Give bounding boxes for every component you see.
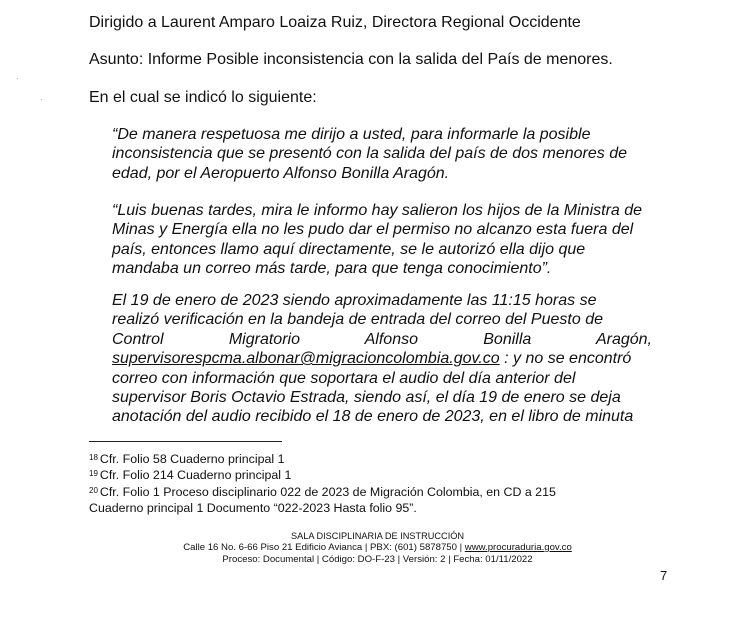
quote2-line: Minas y Energía ella no les pudo dar el permiso no alcanzo esta fuera del: [112, 221, 634, 239]
quote3-line: correo con información que soportara el audio del día anterior del: [112, 369, 576, 387]
footer-address: [0, 542, 755, 554]
scan-speck: ·: [16, 74, 19, 83]
footer-process: Proceso: Documental | Código: DO-F-23 | Versión: 2 | Fecha: 01/11/2022: [222, 554, 533, 565]
footnote-number: 19: [89, 469, 98, 478]
footnote-number: 18: [89, 453, 98, 462]
footnote-20: [89, 484, 556, 500]
quote3-line: supervisor Boris Octavio Estrada, siendo así, el día 19 de enero se deja: [112, 389, 621, 407]
quote1-line: inconsistencia que se presentó con la salida del país de dos menores de: [112, 145, 627, 163]
footnote-text: Cfr. Folio 214 Cuaderno principal 1: [99, 468, 292, 482]
footnote-20-continued: [89, 500, 417, 516]
quote3-line: anotación del audio recibido el 18 de enero de 2023, en el libro de minuta: [112, 408, 634, 426]
footnote-text: Cuaderno principal 1 Documento “022-2023 Hasta folio 95”.: [89, 501, 417, 515]
quote1-line: edad, por el Aeropuerto Alfonso Bonilla Aragón.: [112, 164, 450, 182]
quote3-line: realizó verificación en la bandeja de entrada del correo del Puesto de: [112, 311, 603, 329]
quote1-line: “De manera respetuosa me dirijo a usted, para informarle la posible: [112, 126, 591, 143]
footer-website-link[interactable]: www.procuraduria.gov.co: [464, 542, 572, 553]
quote2-line: “Luis buenas tardes, mira le informo hay salieron los hijos de la Ministra de: [112, 202, 643, 219]
footnote-19: [89, 467, 291, 483]
quote-paragraph-2: [112, 201, 652, 279]
quote-paragraph-3: [112, 291, 652, 427]
quote3-line: El 19 de enero de 2023 siendo aproximadamente las 11:15 horas se: [112, 292, 597, 309]
addressee-line: Dirigido a Laurent Amparo Loaiza Ruiz, Directora Regional Occidente: [89, 14, 581, 31]
footnote-number: 20: [89, 486, 98, 495]
quote3-line-rest: : y no se encontró: [499, 350, 632, 368]
intro-line: En el cual se indicó lo siguiente:: [89, 89, 317, 106]
footnote-text: Cfr. Folio 58 Cuaderno principal 1: [99, 452, 285, 466]
footnote-18: [89, 451, 285, 467]
footer-address-text: Calle 16 No. 6-66 Piso 21 Edificio Avianca | PBX: (601) 5878750 |: [183, 542, 465, 553]
footnote-separator: [89, 441, 282, 442]
quote2-line: mandaba un correo más tarde, para que tenga conocimiento”.: [112, 260, 552, 278]
email-link[interactable]: supervisorespcma.albonar@migracioncolombia.gov.co: [112, 350, 500, 368]
quote-paragraph-1: [112, 125, 652, 183]
footnote-text: Cfr. Folio 1 Proceso disciplinario 022 de 2023 de Migración Colombia, en CD a 215: [99, 485, 556, 499]
footer-office: SALA DISCIPLINARIA DE INSTRUCCIÓN: [290, 531, 465, 541]
quote2-line: país, entonces llamo aquí directamente, se le autorizó ella dijo que: [112, 240, 586, 258]
quote3-line: Control Migratorio Alfonso Bonilla Aragón,: [112, 330, 652, 348]
quote3-line-email: [112, 349, 652, 368]
scan-speck: ·: [40, 95, 43, 104]
page-number: 7: [660, 568, 668, 583]
subject-line: Asunto: Informe Posible inconsistencia con la salida del País de menores.: [89, 51, 613, 68]
